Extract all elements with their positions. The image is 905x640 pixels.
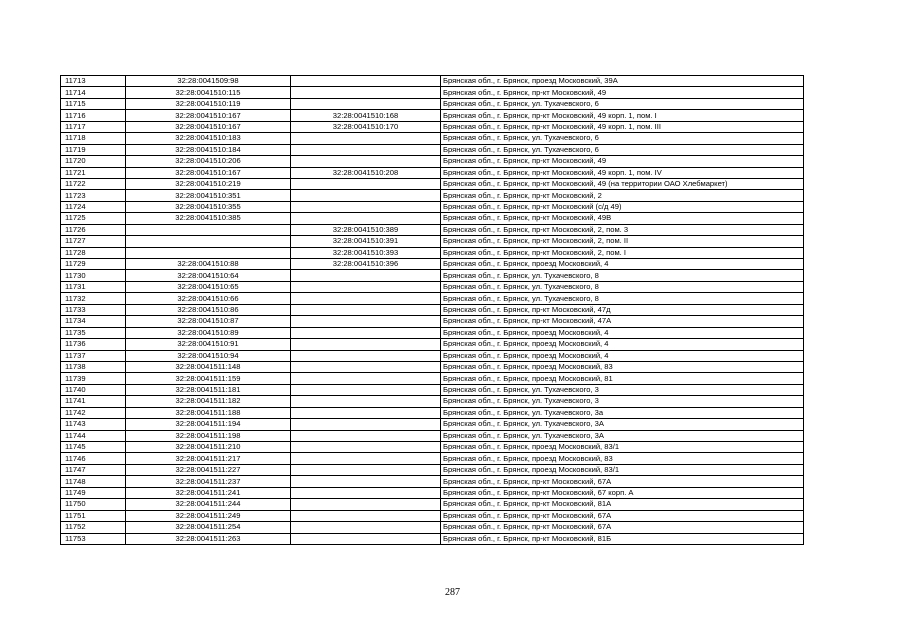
parent-cadastral-number-cell: 32:28:0041510:168 — [291, 110, 441, 121]
parent-cadastral-number-cell — [291, 361, 441, 372]
row-number-cell: 11746 — [61, 453, 126, 464]
table-row — [61, 442, 804, 453]
table-row — [61, 396, 804, 407]
parent-cadastral-number-cell — [291, 213, 441, 224]
row-number-cell: 11733 — [61, 304, 126, 315]
address-cell: Брянская обл., г. Брянск, пр-кт Московский, 2, пом. 3 — [441, 224, 804, 235]
row-number-cell: 11731 — [61, 281, 126, 292]
address-cell: Брянская обл., г. Брянск, проезд Московский, 4 — [441, 339, 804, 350]
parent-cadastral-number-cell — [291, 373, 441, 384]
address-cell: Брянская обл., г. Брянск, пр-кт Московский, 49 корп. 1, пом. IV — [441, 167, 804, 178]
address-cell: Брянская обл., г. Брянск, ул. Тухачевского, 6 — [441, 98, 804, 109]
address-cell: Брянская обл., г. Брянск, проезд Московский, 4 — [441, 327, 804, 338]
cadastral-number-cell: 32:28:0041510:94 — [126, 350, 291, 361]
row-number-cell: 11720 — [61, 156, 126, 167]
address-cell: Брянская обл., г. Брянск, пр-кт Московский, 49 корп. 1, пом. III — [441, 121, 804, 132]
row-number-cell: 11745 — [61, 442, 126, 453]
parent-cadastral-number-cell — [291, 499, 441, 510]
table-row — [61, 487, 804, 498]
parent-cadastral-number-cell — [291, 293, 441, 304]
cadastral-number-cell: 32:28:0041510:385 — [126, 213, 291, 224]
row-number-cell: 11750 — [61, 499, 126, 510]
address-cell: Брянская обл., г. Брянск, пр-кт Московский (с/д 49) — [441, 201, 804, 212]
row-number-cell: 11734 — [61, 316, 126, 327]
table-row — [61, 453, 804, 464]
parent-cadastral-number-cell — [291, 133, 441, 144]
row-number-cell: 11722 — [61, 178, 126, 189]
cadastral-number-cell: 32:28:0041510:89 — [126, 327, 291, 338]
address-cell: Брянская обл., г. Брянск, ул. Тухачевского, 3 — [441, 396, 804, 407]
parent-cadastral-number-cell — [291, 190, 441, 201]
row-number-cell: 11728 — [61, 247, 126, 258]
parent-cadastral-number-cell — [291, 201, 441, 212]
cadastral-number-cell: 32:28:0041510:115 — [126, 87, 291, 98]
address-cell: Брянская обл., г. Брянск, пр-кт Московский, 81Б — [441, 533, 804, 544]
parent-cadastral-number-cell — [291, 384, 441, 395]
cadastral-number-cell: 32:28:0041510:66 — [126, 293, 291, 304]
parent-cadastral-number-cell — [291, 396, 441, 407]
row-number-cell: 11737 — [61, 350, 126, 361]
table-row — [61, 464, 804, 475]
registry-table-body — [61, 76, 804, 545]
parent-cadastral-number-cell — [291, 522, 441, 533]
cadastral-number-cell: 32:28:0041511:241 — [126, 487, 291, 498]
row-number-cell: 11732 — [61, 293, 126, 304]
address-cell: Брянская обл., г. Брянск, пр-кт Московский, 81А — [441, 499, 804, 510]
address-cell: Брянская обл., г. Брянск, ул. Тухачевского, 3а — [441, 407, 804, 418]
row-number-cell: 11744 — [61, 430, 126, 441]
cadastral-number-cell: 32:28:0041511:181 — [126, 384, 291, 395]
parent-cadastral-number-cell — [291, 178, 441, 189]
address-cell: Брянская обл., г. Брянск, пр-кт Московский, 49 — [441, 87, 804, 98]
row-number-cell: 11729 — [61, 259, 126, 270]
parent-cadastral-number-cell — [291, 476, 441, 487]
table-row — [61, 201, 804, 212]
parent-cadastral-number-cell: 32:28:0041510:393 — [291, 247, 441, 258]
address-cell: Брянская обл., г. Брянск, пр-кт Московский, 49В — [441, 213, 804, 224]
cadastral-number-cell: 32:28:0041511:182 — [126, 396, 291, 407]
parent-cadastral-number-cell — [291, 442, 441, 453]
table-row — [61, 76, 804, 87]
row-number-cell: 11721 — [61, 167, 126, 178]
page-number: 287 — [445, 587, 460, 598]
cadastral-number-cell: 32:28:0041511:237 — [126, 476, 291, 487]
table-row — [61, 407, 804, 418]
table-row — [61, 522, 804, 533]
address-cell: Брянская обл., г. Брянск, проезд Московский, 83/1 — [441, 442, 804, 453]
parent-cadastral-number-cell — [291, 464, 441, 475]
address-cell: Брянская обл., г. Брянск, проезд Московский, 83/1 — [441, 464, 804, 475]
row-number-cell: 11747 — [61, 464, 126, 475]
table-row — [61, 281, 804, 292]
cadastral-number-cell: 32:28:0041510:119 — [126, 98, 291, 109]
address-cell: Брянская обл., г. Брянск, пр-кт Московский, 47А — [441, 316, 804, 327]
parent-cadastral-number-cell — [291, 156, 441, 167]
cadastral-number-cell: 32:28:0041511:227 — [126, 464, 291, 475]
parent-cadastral-number-cell — [291, 327, 441, 338]
address-cell: Брянская обл., г. Брянск, ул. Тухачевского, 8 — [441, 281, 804, 292]
cadastral-number-cell: 32:28:0041510:351 — [126, 190, 291, 201]
parent-cadastral-number-cell — [291, 510, 441, 521]
cadastral-number-cell: 32:28:0041510:87 — [126, 316, 291, 327]
cadastral-number-cell: 32:28:0041511:249 — [126, 510, 291, 521]
row-number-cell: 11736 — [61, 339, 126, 350]
row-number-cell: 11727 — [61, 236, 126, 247]
address-cell: Брянская обл., г. Брянск, ул. Тухачевского, 3А — [441, 430, 804, 441]
row-number-cell: 11751 — [61, 510, 126, 521]
parent-cadastral-number-cell — [291, 350, 441, 361]
table-row — [61, 167, 804, 178]
row-number-cell: 11752 — [61, 522, 126, 533]
row-number-cell: 11739 — [61, 373, 126, 384]
parent-cadastral-number-cell — [291, 270, 441, 281]
table-row — [61, 110, 804, 121]
address-cell: Брянская обл., г. Брянск, ул. Тухачевского, 8 — [441, 293, 804, 304]
table-row — [61, 384, 804, 395]
parent-cadastral-number-cell — [291, 316, 441, 327]
row-number-cell: 11718 — [61, 133, 126, 144]
table-row — [61, 339, 804, 350]
parent-cadastral-number-cell: 32:28:0041510:391 — [291, 236, 441, 247]
parent-cadastral-number-cell — [291, 453, 441, 464]
address-cell: Брянская обл., г. Брянск, проезд Московский, 39А — [441, 76, 804, 87]
row-number-cell: 11715 — [61, 98, 126, 109]
table-row — [61, 156, 804, 167]
address-cell: Брянская обл., г. Брянск, пр-кт Московский, 2 — [441, 190, 804, 201]
cadastral-number-cell: 32:28:0041510:86 — [126, 304, 291, 315]
table-row — [61, 533, 804, 544]
parent-cadastral-number-cell — [291, 419, 441, 430]
cadastral-number-cell: 32:28:0041510:88 — [126, 259, 291, 270]
row-number-cell: 11730 — [61, 270, 126, 281]
cadastral-number-cell: 32:28:0041511:188 — [126, 407, 291, 418]
cadastral-number-cell: 32:28:0041511:198 — [126, 430, 291, 441]
table-row — [61, 247, 804, 258]
table-row — [61, 178, 804, 189]
address-cell: Брянская обл., г. Брянск, пр-кт Московский, 49 корп. 1, пом. I — [441, 110, 804, 121]
address-cell: Брянская обл., г. Брянск, пр-кт Московский, 67А — [441, 510, 804, 521]
cadastral-number-cell: 32:28:0041511:263 — [126, 533, 291, 544]
table-row — [61, 350, 804, 361]
parent-cadastral-number-cell: 32:28:0041510:208 — [291, 167, 441, 178]
row-number-cell: 11714 — [61, 87, 126, 98]
row-number-cell: 11716 — [61, 110, 126, 121]
parent-cadastral-number-cell — [291, 281, 441, 292]
parent-cadastral-number-cell: 32:28:0041510:170 — [291, 121, 441, 132]
cadastral-number-cell: 32:28:0041511:210 — [126, 442, 291, 453]
address-cell: Брянская обл., г. Брянск, ул. Тухачевского, 6 — [441, 133, 804, 144]
row-number-cell: 11725 — [61, 213, 126, 224]
table-row — [61, 190, 804, 201]
address-cell: Брянская обл., г. Брянск, пр-кт Московский, 49 (на территории ОАО Хлебмаркет) — [441, 178, 804, 189]
table-row — [61, 499, 804, 510]
row-number-cell: 11738 — [61, 361, 126, 372]
cadastral-number-cell: 32:28:0041511:217 — [126, 453, 291, 464]
parent-cadastral-number-cell: 32:28:0041510:396 — [291, 259, 441, 270]
address-cell: Брянская обл., г. Брянск, пр-кт Московский, 49 — [441, 156, 804, 167]
cadastral-number-cell: 32:28:0041511:159 — [126, 373, 291, 384]
parent-cadastral-number-cell — [291, 407, 441, 418]
parent-cadastral-number-cell — [291, 98, 441, 109]
address-cell: Брянская обл., г. Брянск, проезд Московский, 4 — [441, 259, 804, 270]
cadastral-number-cell: 32:28:0041510:65 — [126, 281, 291, 292]
table-row — [61, 213, 804, 224]
cadastral-number-cell — [126, 236, 291, 247]
parent-cadastral-number-cell — [291, 487, 441, 498]
cadastral-number-cell — [126, 247, 291, 258]
cadastral-number-cell: 32:28:0041510:167 — [126, 121, 291, 132]
cadastral-number-cell: 32:28:0041511:254 — [126, 522, 291, 533]
table-row — [61, 476, 804, 487]
address-cell: Брянская обл., г. Брянск, ул. Тухачевского, 8 — [441, 270, 804, 281]
cadastral-number-cell: 32:28:0041511:148 — [126, 361, 291, 372]
parent-cadastral-number-cell — [291, 76, 441, 87]
row-number-cell: 11726 — [61, 224, 126, 235]
table-row — [61, 98, 804, 109]
parent-cadastral-number-cell — [291, 339, 441, 350]
address-cell: Брянская обл., г. Брянск, пр-кт Московский, 2, пом. I — [441, 247, 804, 258]
row-number-cell: 11723 — [61, 190, 126, 201]
table-row — [61, 419, 804, 430]
table-row — [61, 259, 804, 270]
parent-cadastral-number-cell — [291, 87, 441, 98]
table-row — [61, 144, 804, 155]
table-row — [61, 373, 804, 384]
parent-cadastral-number-cell — [291, 430, 441, 441]
parent-cadastral-number-cell: 32:28:0041510:389 — [291, 224, 441, 235]
address-cell: Брянская обл., г. Брянск, пр-кт Московский, 67 корп. А — [441, 487, 804, 498]
address-cell: Брянская обл., г. Брянск, ул. Тухачевского, 3 — [441, 384, 804, 395]
address-cell: Брянская обл., г. Брянск, ул. Тухачевского, 3А — [441, 419, 804, 430]
row-number-cell: 11748 — [61, 476, 126, 487]
address-cell: Брянская обл., г. Брянск, проезд Московский, 83 — [441, 453, 804, 464]
row-number-cell: 11719 — [61, 144, 126, 155]
parent-cadastral-number-cell — [291, 144, 441, 155]
cadastral-number-cell: 32:28:0041510:206 — [126, 156, 291, 167]
row-number-cell: 11735 — [61, 327, 126, 338]
row-number-cell: 11741 — [61, 396, 126, 407]
row-number-cell: 11740 — [61, 384, 126, 395]
cadastral-number-cell: 32:28:0041511:194 — [126, 419, 291, 430]
address-cell: Брянская обл., г. Брянск, пр-кт Московский, 47д — [441, 304, 804, 315]
cadastral-number-cell: 32:28:0041510:91 — [126, 339, 291, 350]
table-row — [61, 236, 804, 247]
cadastral-number-cell: 32:28:0041511:244 — [126, 499, 291, 510]
parent-cadastral-number-cell — [291, 533, 441, 544]
address-cell: Брянская обл., г. Брянск, ул. Тухачевского, 6 — [441, 144, 804, 155]
table-row — [61, 133, 804, 144]
row-number-cell: 11742 — [61, 407, 126, 418]
table-row — [61, 87, 804, 98]
table-row — [61, 361, 804, 372]
cadastral-number-cell — [126, 224, 291, 235]
table-row — [61, 510, 804, 521]
table-row — [61, 304, 804, 315]
address-cell: Брянская обл., г. Брянск, проезд Московский, 81 — [441, 373, 804, 384]
row-number-cell: 11749 — [61, 487, 126, 498]
table-row — [61, 316, 804, 327]
table-row — [61, 224, 804, 235]
table-row — [61, 430, 804, 441]
row-number-cell: 11724 — [61, 201, 126, 212]
row-number-cell: 11717 — [61, 121, 126, 132]
row-number-cell: 11753 — [61, 533, 126, 544]
table-row — [61, 270, 804, 281]
address-cell: Брянская обл., г. Брянск, пр-кт Московский, 2, пом. II — [441, 236, 804, 247]
table-row — [61, 293, 804, 304]
registry-table — [60, 75, 804, 545]
cadastral-number-cell: 32:28:0041510:167 — [126, 167, 291, 178]
address-cell: Брянская обл., г. Брянск, проезд Московский, 83 — [441, 361, 804, 372]
table-row — [61, 327, 804, 338]
cadastral-number-cell: 32:28:0041509:98 — [126, 76, 291, 87]
cadastral-number-cell: 32:28:0041510:64 — [126, 270, 291, 281]
parent-cadastral-number-cell — [291, 304, 441, 315]
address-cell: Брянская обл., г. Брянск, проезд Московский, 4 — [441, 350, 804, 361]
table-row — [61, 121, 804, 132]
cadastral-number-cell: 32:28:0041510:355 — [126, 201, 291, 212]
address-cell: Брянская обл., г. Брянск, пр-кт Московский, 67А — [441, 476, 804, 487]
address-cell: Брянская обл., г. Брянск, пр-кт Московский, 67А — [441, 522, 804, 533]
cadastral-number-cell: 32:28:0041510:219 — [126, 178, 291, 189]
row-number-cell: 11713 — [61, 76, 126, 87]
cadastral-number-cell: 32:28:0041510:184 — [126, 144, 291, 155]
cadastral-number-cell: 32:28:0041510:167 — [126, 110, 291, 121]
cadastral-number-cell: 32:28:0041510:183 — [126, 133, 291, 144]
row-number-cell: 11743 — [61, 419, 126, 430]
